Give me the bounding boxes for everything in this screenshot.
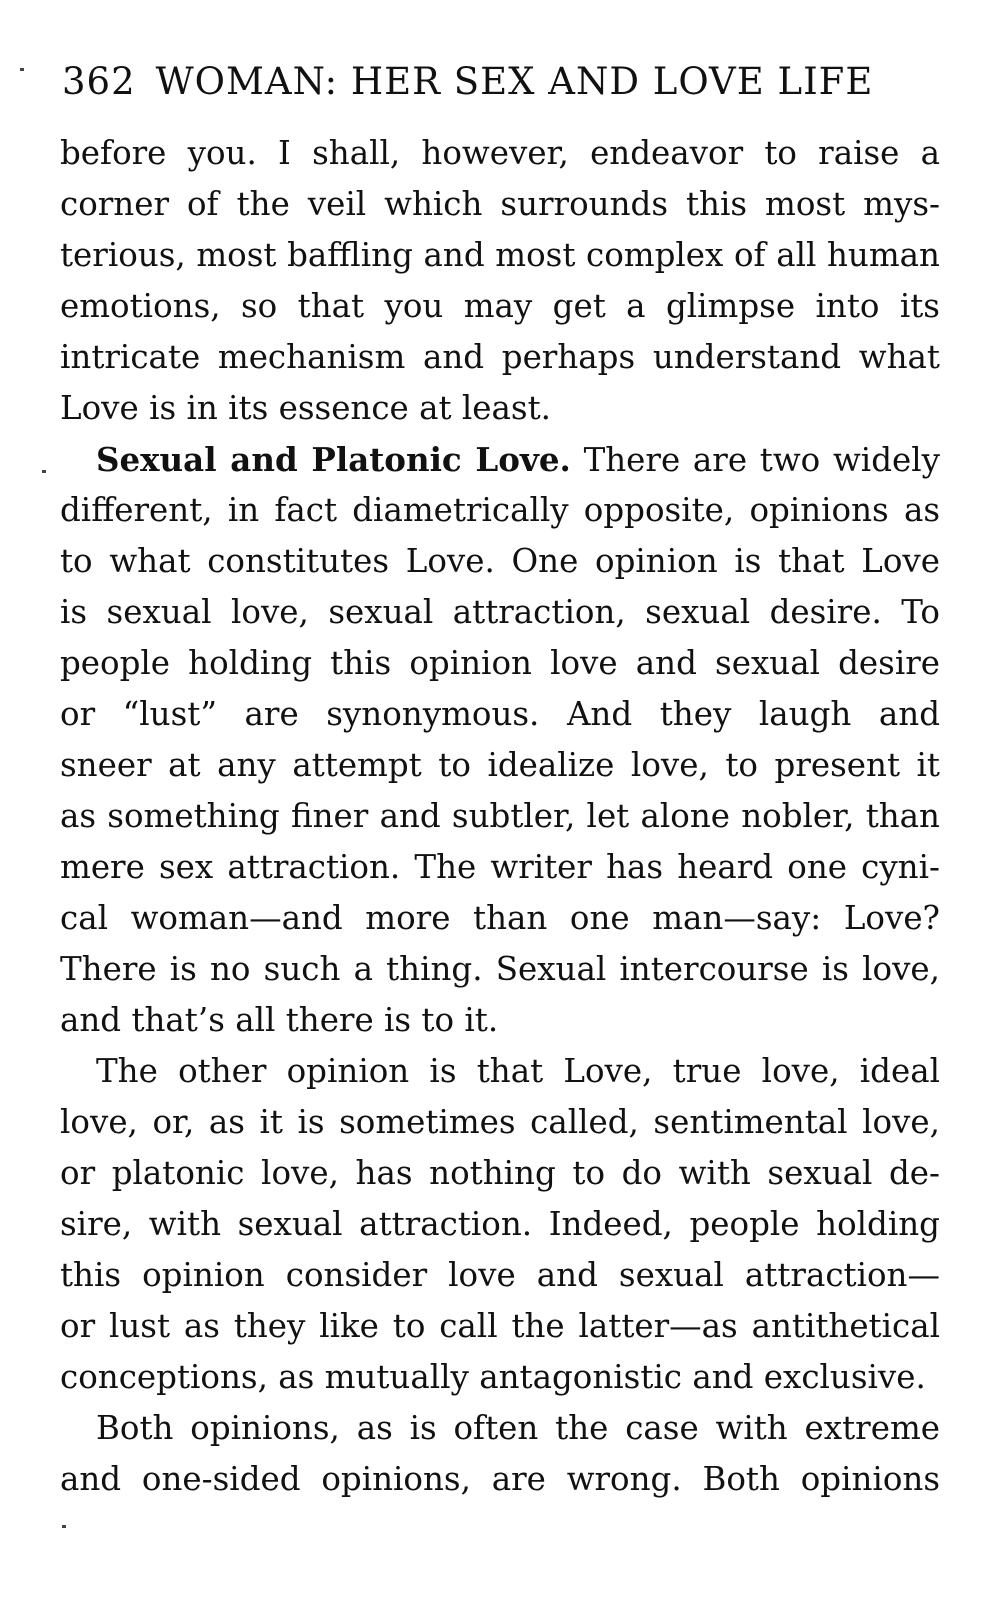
- section-heading: Sexual and Platonic Love.: [96, 440, 571, 479]
- text-line: sneer at any attempt to idealize love, to present it: [60, 746, 940, 784]
- text-line: terious, most baffling and most complex of all human: [60, 236, 940, 274]
- text-line: to what constitutes Love. One opinion is that Love: [60, 542, 940, 580]
- running-title: WOMAN: HER SEX AND LOVE LIFE: [155, 60, 874, 103]
- print-speck: [62, 1525, 66, 1528]
- text-line: conceptions, as mutually antagonistic and exclusive.: [60, 1358, 926, 1396]
- text-line: Both opinions, as is often the case with extreme: [96, 1409, 940, 1447]
- text-line: sire, with sexual attraction. Indeed, people holding: [60, 1205, 940, 1243]
- text-line: The other opinion is that Love, true love, ideal: [96, 1052, 940, 1090]
- text-line: emotions, so that you may get a glimpse into its: [60, 287, 940, 325]
- text-line: corner of the veil which surrounds this most mys-: [60, 185, 940, 223]
- print-speck: [42, 470, 46, 473]
- body-text: [60, 128, 940, 1505]
- text-line: people holding this opinion love and sexual desire: [60, 644, 940, 682]
- text-line-rest: There are two widely: [583, 441, 940, 479]
- text-line: Love is in its essence at least.: [60, 389, 551, 427]
- text-line: There is no such a thing. Sexual intercourse is love,: [60, 950, 940, 988]
- text-line: and that’s all there is to it.: [60, 1001, 499, 1039]
- text-line: or lust as they like to call the latter—as antithetical: [60, 1307, 940, 1345]
- text-line: or “lust” are synonymous. And they laugh and: [60, 695, 940, 733]
- text-line: intricate mechanism and perhaps understand what: [60, 338, 940, 376]
- text-line: love, or, as it is sometimes called, sentimental love,: [60, 1103, 940, 1141]
- text-line: cal woman—and more than one man—say: Love?: [60, 899, 940, 937]
- text-line: before you. I shall, however, endeavor to raise a: [60, 134, 940, 172]
- running-head: [62, 52, 942, 112]
- text-line: different, in fact diametrically opposite, opinions as: [60, 491, 940, 529]
- text-line: and one-sided opinions, are wrong. Both opinions: [60, 1460, 940, 1498]
- print-speck: [20, 68, 24, 71]
- text-line: or platonic love, has nothing to do with sexual de-: [60, 1154, 940, 1192]
- text-line: this opinion consider love and sexual attraction—: [60, 1256, 940, 1294]
- page-number: 362: [62, 60, 136, 103]
- text-line-with-heading: [60, 434, 940, 485]
- text-line: is sexual love, sexual attraction, sexual desire. To: [60, 593, 940, 631]
- text-line: as something finer and subtler, let alone nobler, than: [60, 797, 940, 835]
- text-line: mere sex attraction. The writer has heard one cyni-: [60, 848, 940, 886]
